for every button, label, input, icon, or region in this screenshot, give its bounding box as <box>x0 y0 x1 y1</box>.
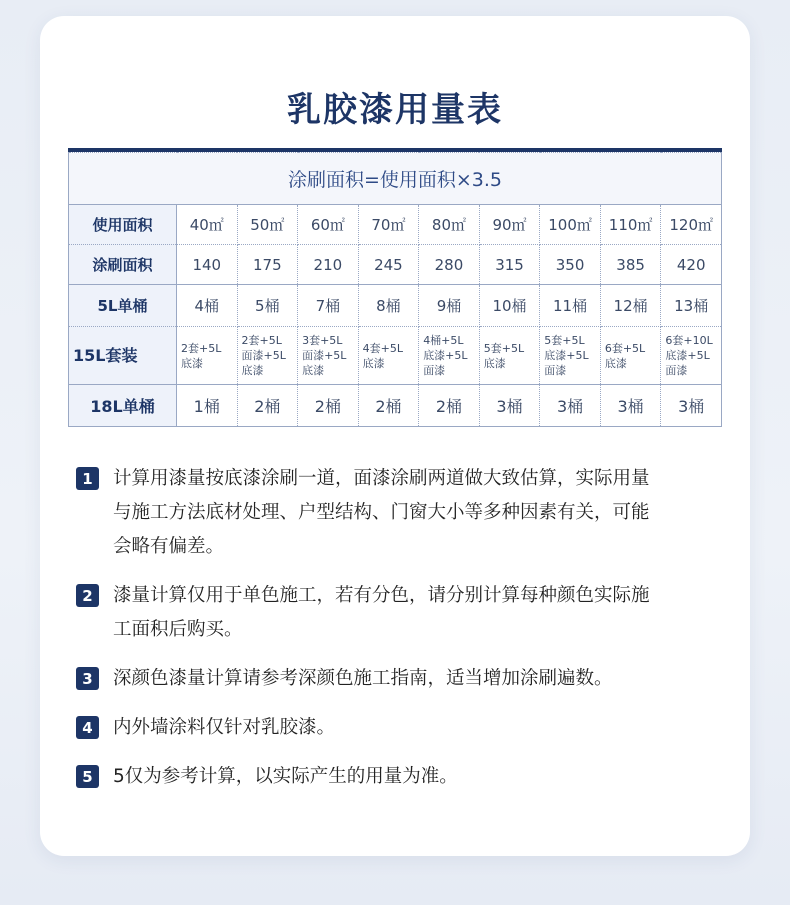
table-cell: 385 <box>600 245 661 285</box>
table-cell <box>358 327 419 385</box>
table-cell: 70㎡ <box>358 205 419 245</box>
table-cell: 2桶 <box>237 385 298 427</box>
table-cell: 7桶 <box>298 285 359 327</box>
page-title: 乳胶漆用量表 <box>287 90 503 130</box>
note-item <box>76 462 726 564</box>
table-cell: 12桶 <box>600 285 661 327</box>
note-text <box>113 711 335 745</box>
cell-line: 2套+5L <box>241 334 282 347</box>
cell-line: 底漆 <box>181 356 203 370</box>
cell-line: 面漆 <box>423 364 446 377</box>
table-cell: 280 <box>419 245 480 285</box>
content-card <box>40 16 750 856</box>
table-cell: 140 <box>177 245 238 285</box>
row-header: 15L套装 <box>69 327 177 385</box>
cell-line: 5套+5L <box>544 334 585 347</box>
row-header: 5L单桶 <box>69 285 177 327</box>
note-text <box>113 760 458 794</box>
note-item <box>76 579 726 647</box>
table-cell: 2桶 <box>358 385 419 427</box>
row-brush-area <box>69 245 722 285</box>
note-text <box>113 462 650 564</box>
table-cell <box>419 327 480 385</box>
note-item <box>76 662 726 696</box>
cell-line: 面漆 <box>544 364 567 377</box>
table-cell: 110㎡ <box>600 205 661 245</box>
table-cell: 210 <box>298 245 359 285</box>
table-cell: 120㎡ <box>661 205 722 245</box>
cell-line: 底漆 <box>302 364 325 377</box>
table-cell: 10桶 <box>479 285 540 327</box>
note-number-badge: 2 <box>76 584 99 607</box>
table-cell: 4桶 <box>177 285 238 327</box>
table-cell <box>237 327 298 385</box>
table-cell <box>298 327 359 385</box>
note-text <box>113 662 613 696</box>
formula-row <box>69 153 722 205</box>
cell-line: 面漆+5L <box>302 349 347 362</box>
cell-line: 底漆 <box>241 364 264 377</box>
table-cell: 2桶 <box>419 385 480 427</box>
table-cell: 3桶 <box>540 385 601 427</box>
table-cell <box>661 327 722 385</box>
note-number-badge: 5 <box>76 765 99 788</box>
row-usage-area <box>69 205 722 245</box>
table-cell: 3桶 <box>600 385 661 427</box>
table-cell: 100㎡ <box>540 205 601 245</box>
formula-cell: 涂刷面积=使用面积×3.5 <box>69 153 722 205</box>
cell-line: 4桶+5L <box>423 334 464 347</box>
table-cell: 13桶 <box>661 285 722 327</box>
table-cell: 3桶 <box>479 385 540 427</box>
note-text-line: 与施工方法底材处理、户型结构、门窗大小等多种因素有关，可能 <box>113 502 650 523</box>
table-cell: 1桶 <box>177 385 238 427</box>
usage-table-grid <box>68 152 722 427</box>
table-cell: 50㎡ <box>237 205 298 245</box>
cell-line: 底漆 <box>604 356 627 370</box>
note-text-line: 工面积后购买。 <box>113 619 243 640</box>
note-text <box>113 579 650 647</box>
cell-line: 底漆+5L <box>423 349 468 362</box>
table-cell: 90㎡ <box>479 205 540 245</box>
note-text-line: 5仅为参考计算，以实际产生的用量为准。 <box>113 766 458 787</box>
row-header: 涂刷面积 <box>69 245 177 285</box>
note-number-badge: 1 <box>76 467 99 490</box>
table-cell <box>600 327 661 385</box>
table-cell: 420 <box>661 245 722 285</box>
table-cell <box>177 327 238 385</box>
note-number-badge: 4 <box>76 716 99 739</box>
note-text-line: 深颜色漆量计算请参考深颜色施工指南，适当增加涂刷遍数。 <box>113 668 613 689</box>
table-cell: 8桶 <box>358 285 419 327</box>
cell-line: 底漆 <box>362 356 385 370</box>
cell-line: 2套+5L <box>181 341 222 355</box>
table-cell: 9桶 <box>419 285 480 327</box>
cell-line: 底漆+5L <box>544 349 589 362</box>
note-text-line: 内外墙涂料仅针对乳胶漆。 <box>113 717 336 738</box>
row-15l-set <box>69 327 722 385</box>
cell-line: 4套+5L <box>362 341 403 355</box>
cell-line: 面漆 <box>665 364 688 377</box>
table-cell: 245 <box>358 245 419 285</box>
row-header: 18L单桶 <box>69 385 177 427</box>
table-cell: 5桶 <box>237 285 298 327</box>
cell-line: 面漆+5L <box>241 349 286 362</box>
table-cell: 80㎡ <box>419 205 480 245</box>
note-text-line: 计算用漆量按底漆涂刷一道，面漆涂刷两道做大致估算，实际用量 <box>113 468 650 489</box>
table-cell: 2桶 <box>298 385 359 427</box>
cell-line: 底漆+5L <box>665 349 710 362</box>
notes-list <box>76 462 726 809</box>
note-text-line: 会略有偏差。 <box>113 536 225 557</box>
note-number-badge: 3 <box>76 667 99 690</box>
table-cell: 11桶 <box>540 285 601 327</box>
note-item <box>76 711 726 745</box>
cell-line: 底漆 <box>483 356 506 370</box>
cell-line: 6套+10L <box>665 334 713 347</box>
note-text-line: 漆量计算仅用于单色施工，若有分色，请分别计算每种颜色实际施 <box>113 585 650 606</box>
cell-line: 5套+5L <box>483 341 525 355</box>
row-5l-bucket <box>69 285 722 327</box>
table-cell <box>540 327 601 385</box>
table-cell: 3桶 <box>661 385 722 427</box>
note-item <box>76 760 726 794</box>
row-header: 使用面积 <box>69 205 177 245</box>
table-cell: 40㎡ <box>177 205 238 245</box>
table-cell: 175 <box>237 245 298 285</box>
table-cell <box>479 327 540 385</box>
cell-line: 6套+5L <box>604 341 646 355</box>
cell-line: 3套+5L <box>302 334 343 347</box>
table-cell: 60㎡ <box>298 205 359 245</box>
row-18l-bucket <box>69 385 722 427</box>
table-cell: 350 <box>540 245 601 285</box>
usage-table <box>68 148 722 427</box>
table-cell: 315 <box>479 245 540 285</box>
